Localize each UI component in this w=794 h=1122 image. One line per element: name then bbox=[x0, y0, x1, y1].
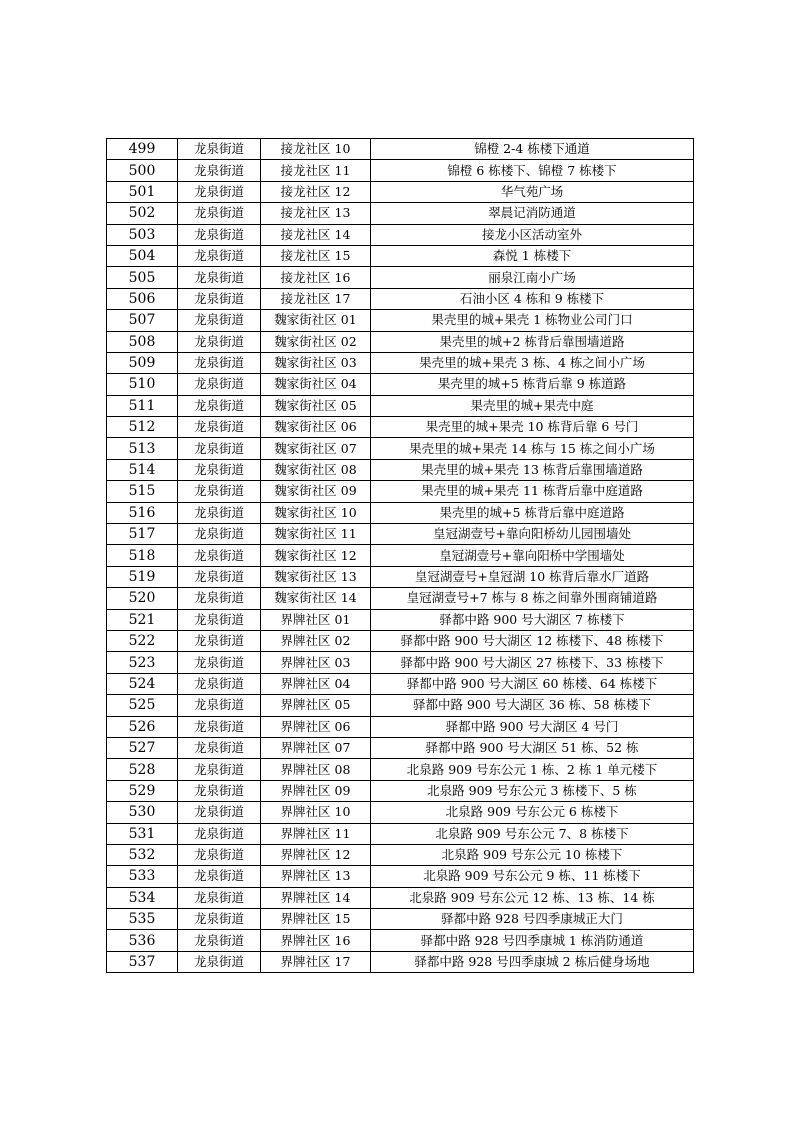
street-cell: 龙泉街道 bbox=[178, 203, 261, 224]
street-cell: 龙泉街道 bbox=[178, 566, 261, 587]
location-cell: 皇冠湖壹号+皇冠湖 10 栋背后靠水厂道路 bbox=[371, 566, 694, 587]
location-cell: 皇冠湖壹号+靠向阳桥中学围墙处 bbox=[371, 545, 694, 566]
table-row bbox=[107, 909, 694, 930]
street-cell: 龙泉街道 bbox=[178, 630, 261, 651]
community-cell: 接龙社区 17 bbox=[261, 288, 371, 309]
location-cell: 皇冠湖壹号+7 栋与 8 栋之间靠外围商铺道路 bbox=[371, 588, 694, 609]
street-cell: 龙泉街道 bbox=[178, 245, 261, 266]
street-cell: 龙泉街道 bbox=[178, 524, 261, 545]
community-cell: 魏家街社区 03 bbox=[261, 352, 371, 373]
row-number: 528 bbox=[107, 759, 178, 780]
row-number: 522 bbox=[107, 630, 178, 651]
community-cell: 界牌社区 07 bbox=[261, 737, 371, 758]
location-cell: 北泉路 909 号东公元 10 栋楼下 bbox=[371, 844, 694, 865]
community-cell: 界牌社区 15 bbox=[261, 909, 371, 930]
location-cell: 北泉路 909 号东公元 12 栋、13 栋、14 栋 bbox=[371, 887, 694, 908]
street-cell: 龙泉街道 bbox=[178, 951, 261, 972]
location-cell: 果壳里的城+果壳 10 栋背后靠 6 号门 bbox=[371, 417, 694, 438]
community-cell: 界牌社区 09 bbox=[261, 780, 371, 801]
community-cell: 魏家街社区 09 bbox=[261, 481, 371, 502]
community-cell: 魏家街社区 06 bbox=[261, 417, 371, 438]
community-cell: 魏家街社区 01 bbox=[261, 310, 371, 331]
location-cell: 驿都中路 928 号四季康城 1 栋消防通道 bbox=[371, 930, 694, 951]
community-cell: 界牌社区 14 bbox=[261, 887, 371, 908]
table-row bbox=[107, 673, 694, 694]
table-row bbox=[107, 802, 694, 823]
street-cell: 龙泉街道 bbox=[178, 438, 261, 459]
table-row bbox=[107, 459, 694, 480]
table-row bbox=[107, 844, 694, 865]
location-cell: 翠晨记消防通道 bbox=[371, 203, 694, 224]
street-cell: 龙泉街道 bbox=[178, 459, 261, 480]
community-cell: 接龙社区 16 bbox=[261, 267, 371, 288]
street-cell: 龙泉街道 bbox=[178, 909, 261, 930]
table-row bbox=[107, 737, 694, 758]
location-cell: 北泉路 909 号东公元 7、8 栋楼下 bbox=[371, 823, 694, 844]
community-cell: 界牌社区 11 bbox=[261, 823, 371, 844]
row-number: 531 bbox=[107, 823, 178, 844]
table-row bbox=[107, 630, 694, 651]
community-cell: 魏家街社区 11 bbox=[261, 524, 371, 545]
street-cell: 龙泉街道 bbox=[178, 331, 261, 352]
street-cell: 龙泉街道 bbox=[178, 545, 261, 566]
street-cell: 龙泉街道 bbox=[178, 395, 261, 416]
community-cell: 接龙社区 12 bbox=[261, 181, 371, 202]
community-cell: 魏家街社区 10 bbox=[261, 502, 371, 523]
street-cell: 龙泉街道 bbox=[178, 716, 261, 737]
table-row bbox=[107, 288, 694, 309]
row-number: 525 bbox=[107, 695, 178, 716]
table-row bbox=[107, 759, 694, 780]
table-row bbox=[107, 930, 694, 951]
community-cell: 界牌社区 12 bbox=[261, 844, 371, 865]
row-number: 536 bbox=[107, 930, 178, 951]
row-number: 534 bbox=[107, 887, 178, 908]
row-number: 502 bbox=[107, 203, 178, 224]
street-cell: 龙泉街道 bbox=[178, 609, 261, 630]
table-row bbox=[107, 652, 694, 673]
row-number: 505 bbox=[107, 267, 178, 288]
location-cell: 果壳里的城+果壳中庭 bbox=[371, 395, 694, 416]
location-cell: 北泉路 909 号东公元 6 栋楼下 bbox=[371, 802, 694, 823]
street-cell: 龙泉街道 bbox=[178, 502, 261, 523]
table-row bbox=[107, 780, 694, 801]
community-cell: 界牌社区 06 bbox=[261, 716, 371, 737]
table-row bbox=[107, 609, 694, 630]
location-cell: 北泉路 909 号东公元 9 栋、11 栋楼下 bbox=[371, 866, 694, 887]
location-cell: 果壳里的城+2 栋背后靠围墙道路 bbox=[371, 331, 694, 352]
table-row bbox=[107, 566, 694, 587]
community-cell: 接龙社区 11 bbox=[261, 160, 371, 181]
location-cell: 接龙小区活动室外 bbox=[371, 224, 694, 245]
table-row bbox=[107, 481, 694, 502]
community-cell: 界牌社区 01 bbox=[261, 609, 371, 630]
location-cell: 驿都中路 900 号大湖区 7 栋楼下 bbox=[371, 609, 694, 630]
table-row bbox=[107, 139, 694, 160]
row-number: 516 bbox=[107, 502, 178, 523]
row-number: 508 bbox=[107, 331, 178, 352]
table-row bbox=[107, 716, 694, 737]
community-cell: 界牌社区 08 bbox=[261, 759, 371, 780]
community-cell: 界牌社区 16 bbox=[261, 930, 371, 951]
row-number: 514 bbox=[107, 459, 178, 480]
row-number: 517 bbox=[107, 524, 178, 545]
location-cell: 锦橙 6 栋楼下、锦橙 7 栋楼下 bbox=[371, 160, 694, 181]
table-row bbox=[107, 545, 694, 566]
location-cell: 华气苑广场 bbox=[371, 181, 694, 202]
row-number: 533 bbox=[107, 866, 178, 887]
location-cell: 驿都中路 900 号大湖区 60 栋楼、64 栋楼下 bbox=[371, 673, 694, 694]
street-cell: 龙泉街道 bbox=[178, 695, 261, 716]
community-cell: 魏家街社区 04 bbox=[261, 374, 371, 395]
row-number: 535 bbox=[107, 909, 178, 930]
street-cell: 龙泉街道 bbox=[178, 673, 261, 694]
location-cell: 果壳里的城+5 栋背后靠中庭道路 bbox=[371, 502, 694, 523]
street-cell: 龙泉街道 bbox=[178, 652, 261, 673]
street-cell: 龙泉街道 bbox=[178, 588, 261, 609]
location-cell: 果壳里的城+果壳 13 栋背后靠围墙道路 bbox=[371, 459, 694, 480]
table-row bbox=[107, 695, 694, 716]
row-number: 518 bbox=[107, 545, 178, 566]
location-table-body bbox=[107, 139, 694, 973]
table-row bbox=[107, 823, 694, 844]
community-cell: 魏家街社区 07 bbox=[261, 438, 371, 459]
table-row bbox=[107, 181, 694, 202]
location-cell: 丽泉江南小广场 bbox=[371, 267, 694, 288]
table-row bbox=[107, 331, 694, 352]
street-cell: 龙泉街道 bbox=[178, 224, 261, 245]
table-row bbox=[107, 524, 694, 545]
community-cell: 接龙社区 14 bbox=[261, 224, 371, 245]
street-cell: 龙泉街道 bbox=[178, 737, 261, 758]
community-cell: 界牌社区 03 bbox=[261, 652, 371, 673]
table-row bbox=[107, 224, 694, 245]
street-cell: 龙泉街道 bbox=[178, 181, 261, 202]
location-table bbox=[106, 138, 694, 973]
community-cell: 接龙社区 10 bbox=[261, 139, 371, 160]
table-row bbox=[107, 160, 694, 181]
community-cell: 魏家街社区 08 bbox=[261, 459, 371, 480]
row-number: 521 bbox=[107, 609, 178, 630]
street-cell: 龙泉街道 bbox=[178, 288, 261, 309]
table-row bbox=[107, 588, 694, 609]
location-cell: 果壳里的城+5 栋背后靠 9 栋道路 bbox=[371, 374, 694, 395]
location-cell: 驿都中路 928 号四季康城正大门 bbox=[371, 909, 694, 930]
location-cell: 驿都中路 900 号大湖区 4 号门 bbox=[371, 716, 694, 737]
location-cell: 锦橙 2-4 栋楼下通道 bbox=[371, 139, 694, 160]
row-number: 530 bbox=[107, 802, 178, 823]
street-cell: 龙泉街道 bbox=[178, 267, 261, 288]
location-cell: 森悦 1 栋楼下 bbox=[371, 245, 694, 266]
location-cell: 驿都中路 900 号大湖区 27 栋楼下、33 栋楼下 bbox=[371, 652, 694, 673]
table-row bbox=[107, 417, 694, 438]
street-cell: 龙泉街道 bbox=[178, 866, 261, 887]
location-cell: 果壳里的城+果壳 1 栋物业公司门口 bbox=[371, 310, 694, 331]
community-cell: 接龙社区 13 bbox=[261, 203, 371, 224]
community-cell: 魏家街社区 05 bbox=[261, 395, 371, 416]
location-cell: 果壳里的城+果壳 3 栋、4 栋之间小广场 bbox=[371, 352, 694, 373]
table-row bbox=[107, 374, 694, 395]
community-cell: 界牌社区 10 bbox=[261, 802, 371, 823]
location-cell: 驿都中路 928 号四季康城 2 栋后健身场地 bbox=[371, 951, 694, 972]
row-number: 523 bbox=[107, 652, 178, 673]
row-number: 519 bbox=[107, 566, 178, 587]
community-cell: 魏家街社区 13 bbox=[261, 566, 371, 587]
street-cell: 龙泉街道 bbox=[178, 417, 261, 438]
street-cell: 龙泉街道 bbox=[178, 310, 261, 331]
row-number: 515 bbox=[107, 481, 178, 502]
table-row bbox=[107, 866, 694, 887]
table-row bbox=[107, 267, 694, 288]
table-row bbox=[107, 395, 694, 416]
row-number: 509 bbox=[107, 352, 178, 373]
table-row bbox=[107, 502, 694, 523]
street-cell: 龙泉街道 bbox=[178, 374, 261, 395]
location-cell: 驿都中路 900 号大湖区 51 栋、52 栋 bbox=[371, 737, 694, 758]
community-cell: 魏家街社区 14 bbox=[261, 588, 371, 609]
row-number: 504 bbox=[107, 245, 178, 266]
location-cell: 驿都中路 900 号大湖区 12 栋楼下、48 栋楼下 bbox=[371, 630, 694, 651]
community-cell: 界牌社区 13 bbox=[261, 866, 371, 887]
table-row bbox=[107, 352, 694, 373]
street-cell: 龙泉街道 bbox=[178, 352, 261, 373]
street-cell: 龙泉街道 bbox=[178, 759, 261, 780]
location-cell: 皇冠湖壹号+靠向阳桥幼儿园围墙处 bbox=[371, 524, 694, 545]
table-row bbox=[107, 310, 694, 331]
location-cell: 果壳里的城+果壳 14 栋与 15 栋之间小广场 bbox=[371, 438, 694, 459]
table-row bbox=[107, 951, 694, 972]
row-number: 524 bbox=[107, 673, 178, 694]
table-row bbox=[107, 245, 694, 266]
row-number: 507 bbox=[107, 310, 178, 331]
community-cell: 魏家街社区 02 bbox=[261, 331, 371, 352]
community-cell: 界牌社区 17 bbox=[261, 951, 371, 972]
table-row bbox=[107, 203, 694, 224]
row-number: 511 bbox=[107, 395, 178, 416]
location-cell: 北泉路 909 号东公元 3 栋楼下、5 栋 bbox=[371, 780, 694, 801]
row-number: 499 bbox=[107, 139, 178, 160]
street-cell: 龙泉街道 bbox=[178, 139, 261, 160]
location-cell: 果壳里的城+果壳 11 栋背后靠中庭道路 bbox=[371, 481, 694, 502]
street-cell: 龙泉街道 bbox=[178, 802, 261, 823]
street-cell: 龙泉街道 bbox=[178, 930, 261, 951]
row-number: 510 bbox=[107, 374, 178, 395]
row-number: 520 bbox=[107, 588, 178, 609]
table-row bbox=[107, 887, 694, 908]
street-cell: 龙泉街道 bbox=[178, 160, 261, 181]
street-cell: 龙泉街道 bbox=[178, 780, 261, 801]
row-number: 529 bbox=[107, 780, 178, 801]
street-cell: 龙泉街道 bbox=[178, 844, 261, 865]
street-cell: 龙泉街道 bbox=[178, 887, 261, 908]
row-number: 500 bbox=[107, 160, 178, 181]
row-number: 527 bbox=[107, 737, 178, 758]
row-number: 537 bbox=[107, 951, 178, 972]
community-cell: 接龙社区 15 bbox=[261, 245, 371, 266]
street-cell: 龙泉街道 bbox=[178, 481, 261, 502]
community-cell: 界牌社区 04 bbox=[261, 673, 371, 694]
row-number: 526 bbox=[107, 716, 178, 737]
row-number: 513 bbox=[107, 438, 178, 459]
row-number: 503 bbox=[107, 224, 178, 245]
row-number: 512 bbox=[107, 417, 178, 438]
location-cell: 北泉路 909 号东公元 1 栋、2 栋 1 单元楼下 bbox=[371, 759, 694, 780]
location-cell: 驿都中路 900 号大湖区 36 栋、58 栋楼下 bbox=[371, 695, 694, 716]
street-cell: 龙泉街道 bbox=[178, 823, 261, 844]
community-cell: 界牌社区 05 bbox=[261, 695, 371, 716]
table-row bbox=[107, 438, 694, 459]
community-cell: 界牌社区 02 bbox=[261, 630, 371, 651]
row-number: 501 bbox=[107, 181, 178, 202]
location-cell: 石油小区 4 栋和 9 栋楼下 bbox=[371, 288, 694, 309]
row-number: 532 bbox=[107, 844, 178, 865]
community-cell: 魏家街社区 12 bbox=[261, 545, 371, 566]
row-number: 506 bbox=[107, 288, 178, 309]
